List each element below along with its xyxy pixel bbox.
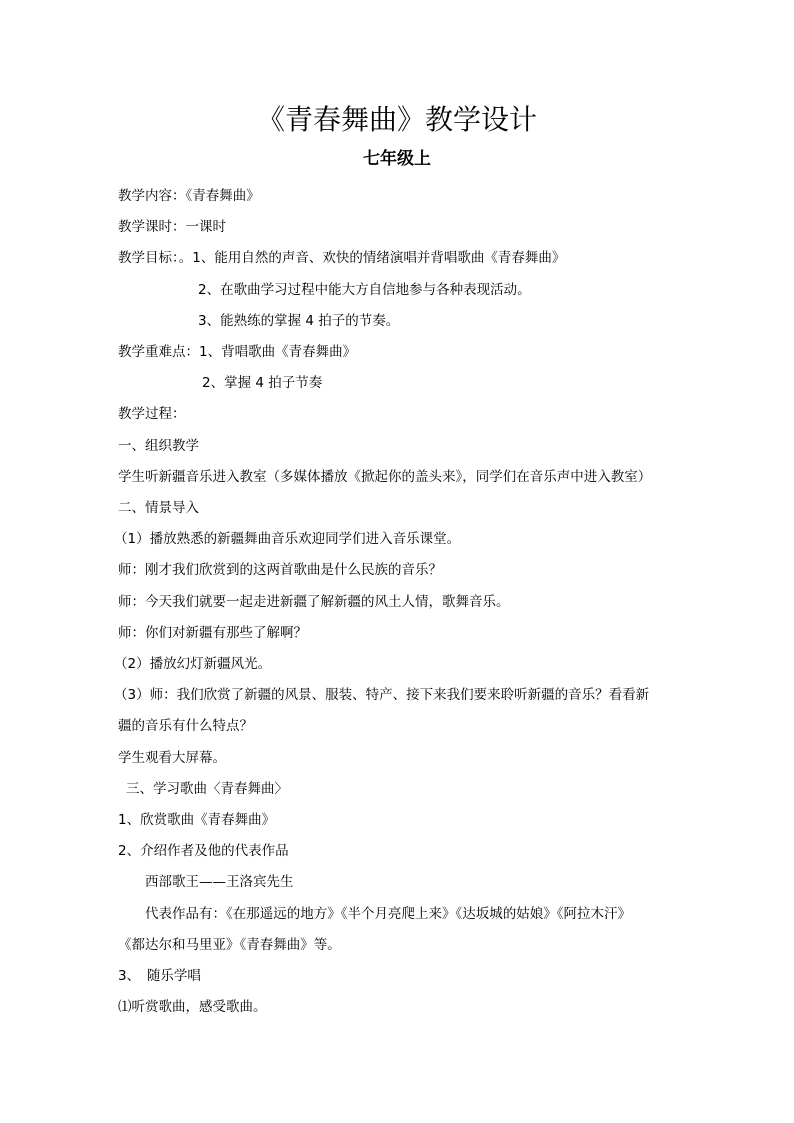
paragraph-teaching-goals: 教学目标：。1、能用自然的声音、欢快的情绪演唱并背唱歌曲《青春舞曲》 bbox=[118, 250, 566, 266]
paragraph-class-hours: 教学课时：一课时 bbox=[118, 219, 226, 235]
paragraph-teacher-2: 师：今天我们就要一起走进新疆了解新疆的风土人情，歌舞音乐。 bbox=[118, 594, 510, 610]
paragraph-key-points: 教学重难点：1、背唱歌曲《青春舞曲》 bbox=[118, 344, 357, 360]
paragraph-step-3-cont: 疆的音乐有什么特点？ bbox=[118, 718, 253, 734]
paragraph-item-2: 2、介绍作者及他的代表作品 bbox=[118, 843, 289, 859]
paragraph-item-1: 1、欣赏歌曲《青春舞曲》 bbox=[118, 812, 276, 828]
paragraph-works-cont: 《都达尔和马里亚》《青春舞曲》等。 bbox=[118, 937, 341, 953]
section-heading-2: 二、情景导入 bbox=[118, 500, 199, 516]
section-heading-3: 三、学习歌曲〈青春舞曲〉 bbox=[126, 781, 288, 797]
document-subtitle: 七年级上 bbox=[363, 149, 431, 169]
paragraph-key-point-2: 2、掌握 4 拍子节奏 bbox=[202, 375, 323, 391]
section-heading-1: 一、组织教学 bbox=[118, 438, 199, 454]
paragraph-teacher-1: 师：刚才我们欣赏到的这两首歌曲是什么民族的音乐？ bbox=[118, 562, 442, 578]
paragraph-item-3: 3、 随乐学唱 bbox=[118, 968, 201, 984]
paragraph-goal-3: 3、能熟练的掌握 4 拍子的节奏。 bbox=[198, 313, 400, 329]
paragraph-step-3: （3）师：我们欣赏了新疆的风景、服装、特产、接下来我们要来聆听新疆的音乐？看看新 bbox=[114, 687, 650, 703]
paragraph-process: 教学过程： bbox=[118, 406, 186, 422]
paragraph-goal-2: 2、在歌曲学习过程中能大方自信地参与各种表现活动。 bbox=[198, 282, 531, 298]
paragraph-step-2: （2）播放幻灯新疆风光。 bbox=[114, 656, 272, 672]
paragraph-teacher-3: 师：你们对新疆有那些了解啊？ bbox=[118, 625, 307, 641]
paragraph-works: 代表作品有：《在那遥远的地方》《半个月亮爬上来》《达坂城的姑娘》《阿拉木汗》 bbox=[145, 906, 631, 922]
paragraph-entering: 学生听新疆音乐进入教室（多媒体播放《掀起你的盖头来》，同学们在音乐声中进入教室） bbox=[118, 469, 652, 485]
paragraph-step-1: （1）播放熟悉的新疆舞曲音乐欢迎同学们进入音乐课堂。 bbox=[114, 531, 461, 547]
paragraph-composer: 西部歌王——王洛宾先生 bbox=[145, 874, 294, 890]
document-title: 《青春舞曲》教学设计 bbox=[256, 103, 537, 136]
paragraph-students-watch: 学生观看大屏幕。 bbox=[118, 750, 226, 766]
paragraph-sub-1: ⑴听赏歌曲，感受歌曲。 bbox=[118, 999, 267, 1015]
paragraph-teaching-content: 教学内容：《青春舞曲》 bbox=[118, 188, 260, 204]
